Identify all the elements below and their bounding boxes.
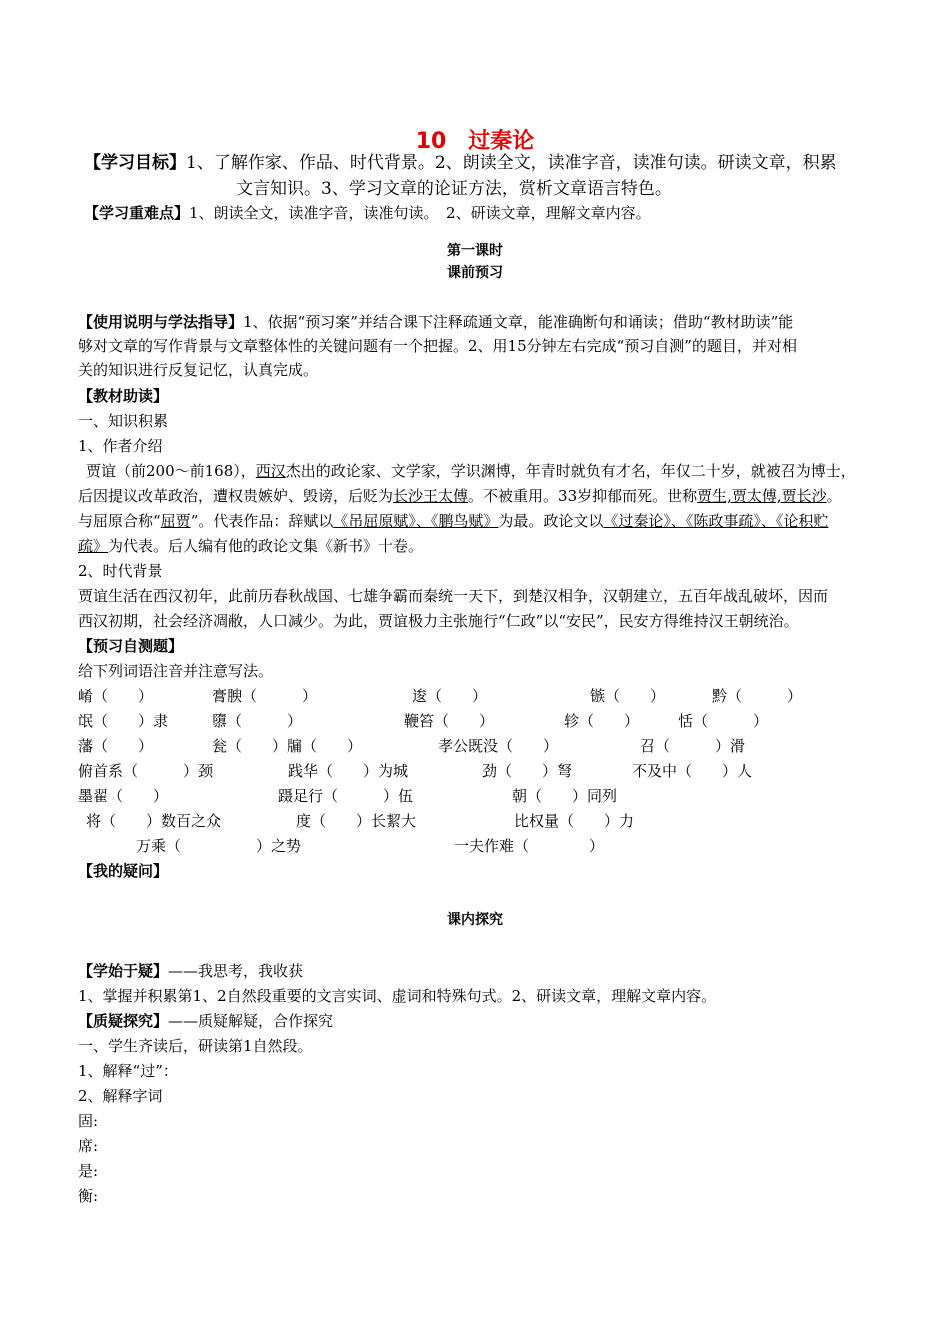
word-item: 恬（ ） <box>678 712 769 730</box>
author-line-4: 疏》为代表。后人编有他的政论文集《新书》十卷。 <box>78 537 424 555</box>
key-label: 【学习重难点】 <box>84 204 190 222</box>
word-shi: 是: <box>78 1162 99 1180</box>
question-label: 【质疑探究】 <box>78 1012 169 1030</box>
author-line-3: 与屈原合称“屈贾”。代表作品：辞赋以《吊屈原赋》、《鹏鸟赋》为最。政论文以《过秦论》、《陈政事疏》、《论积贮 <box>78 512 829 530</box>
material-label: 【教材助读】 <box>78 387 169 405</box>
learning-goal <box>84 151 837 176</box>
explore-p3: 2、解释字词 <box>78 1087 163 1105</box>
word-item: 一夫作难（ ） <box>454 837 605 855</box>
word-item: 逡（ ） <box>412 687 488 705</box>
explore-heading: 课内探究 <box>447 912 503 928</box>
word-item: 鞭笞（ ） <box>404 712 495 730</box>
word-item: 俯首系（ ）颈 <box>78 762 214 780</box>
explore-p1: 一、学生齐读后，研读第1自然段。 <box>78 1037 313 1055</box>
page-title: 10 过秦论 <box>415 129 535 154</box>
word-item: 蹑足行（ ）伍 <box>278 787 414 805</box>
word-item: 隳（ ） <box>212 712 303 730</box>
word-item: 氓（ ）隶 <box>78 712 169 730</box>
word-item: 将（ ）数百之众 <box>86 812 222 830</box>
section-author: 1、作者介绍 <box>78 437 163 455</box>
word-xi: 席: <box>78 1137 99 1155</box>
word-item: 劲（ ）弩 <box>482 762 573 780</box>
word-item: 藩（ ） <box>78 737 154 755</box>
question-line: 【质疑探究】——质疑解疑，合作探究 <box>78 1012 334 1030</box>
word-item: 崤（ ） <box>78 687 154 705</box>
word-item: 孝公既没（ ） <box>438 737 559 755</box>
word-item: 召（ ）滑 <box>640 737 746 755</box>
lesson-subheading: 课前预习 <box>447 265 503 281</box>
word-item: 比权量（ ）力 <box>514 812 635 830</box>
usage-label: 【使用说明与学法指导】 <box>78 313 244 331</box>
doubt-label: 【我的疑问】 <box>78 862 169 880</box>
selftest-intro: 给下列词语注音并注意写法。 <box>78 662 274 680</box>
word-item: 镞（ ） <box>590 687 666 705</box>
learn-label: 【学始于疑】 <box>78 962 169 980</box>
word-item: 黔（ ） <box>712 687 803 705</box>
word-item: 万乘（ ）之势 <box>136 837 302 855</box>
goal-text-1: 1、了解作家、作品、时代背景。2、朗读全文，读准字音，读准句读。研读文章，积累 <box>186 153 837 173</box>
learn-line: 【学始于疑】——我思考，我收获 <box>78 962 304 980</box>
usage-line-1: 【使用说明与学法指导】1、依据“预习案”并结合课下注释疏通文章，能准确断句和诵读；借助“教材助读”能 <box>78 313 794 331</box>
goal-text-2: 文言知识。3、学习文章的论证方法，赏析文章语言特色。 <box>236 179 672 199</box>
word-item: 践华（ ）为城 <box>288 762 409 780</box>
selftest-label: 【预习自测题】 <box>78 637 184 655</box>
background-line-2: 西汉初期，社会经济凋敝，人口减少。为此，贾谊极力主张施行“仁政”以“安民”，民安方得维持汉王朝统治。 <box>78 612 799 630</box>
word-item: 瓮（ ）牖（ ） <box>212 737 363 755</box>
background-line-1: 贾谊生活在西汉初年，此前历春秋战国、七雄争霸而秦统一天下，到楚汉相争，汉朝建立，五百年战乱破坏，因而 <box>78 587 829 605</box>
key-points <box>84 202 651 223</box>
author-line-2: 后因提议改革政治，遭权贵嫉妒、毁谤，后贬为长沙王太傅。不被重用。33岁抑郁而死。世称贾生,贾太傅,贾长沙。 <box>78 487 842 505</box>
author-line-1: 贾谊（前200～前168），西汉杰出的政论家、文学家，学识渊博，年青时就负有才名，年仅二十岁，就被召为博士， <box>86 462 856 480</box>
word-gu: 固: <box>78 1112 99 1130</box>
section-knowledge: 一、知识积累 <box>78 412 169 430</box>
goal-label: 【学习目标】 <box>84 153 186 173</box>
word-item: 轸（ ） <box>564 712 640 730</box>
lesson-heading: 第一课时 <box>447 243 503 259</box>
word-item: 度（ ）长絜大 <box>296 812 417 830</box>
key-text: 1、朗读全文，读准字音，读准句读。 2、研读文章，理解文章内容。 <box>189 204 651 222</box>
usage-line-3: 关的知识进行反复记忆，认真完成。 <box>78 361 319 379</box>
word-item: 朝（ ）同列 <box>512 787 618 805</box>
word-item: 不及中（ ）人 <box>632 762 753 780</box>
explore-item-1: 1、掌握并积累第1、2自然段重要的文言实词、虚词和特殊句式。2、研读文章，理解文章内容。 <box>78 987 717 1005</box>
word-heng: 衡: <box>78 1187 99 1205</box>
explore-p2: 1、解释“过”： <box>78 1062 178 1080</box>
word-item: 膏腴（ ） <box>212 687 318 705</box>
word-item: 墨翟（ ） <box>78 787 169 805</box>
section-background: 2、时代背景 <box>78 562 163 580</box>
usage-line-2: 够对文章的写作背景与文章整体性的关键问题有一个把握。2、用15分钟左右完成“预习自测”的题目，并对相 <box>78 337 797 355</box>
